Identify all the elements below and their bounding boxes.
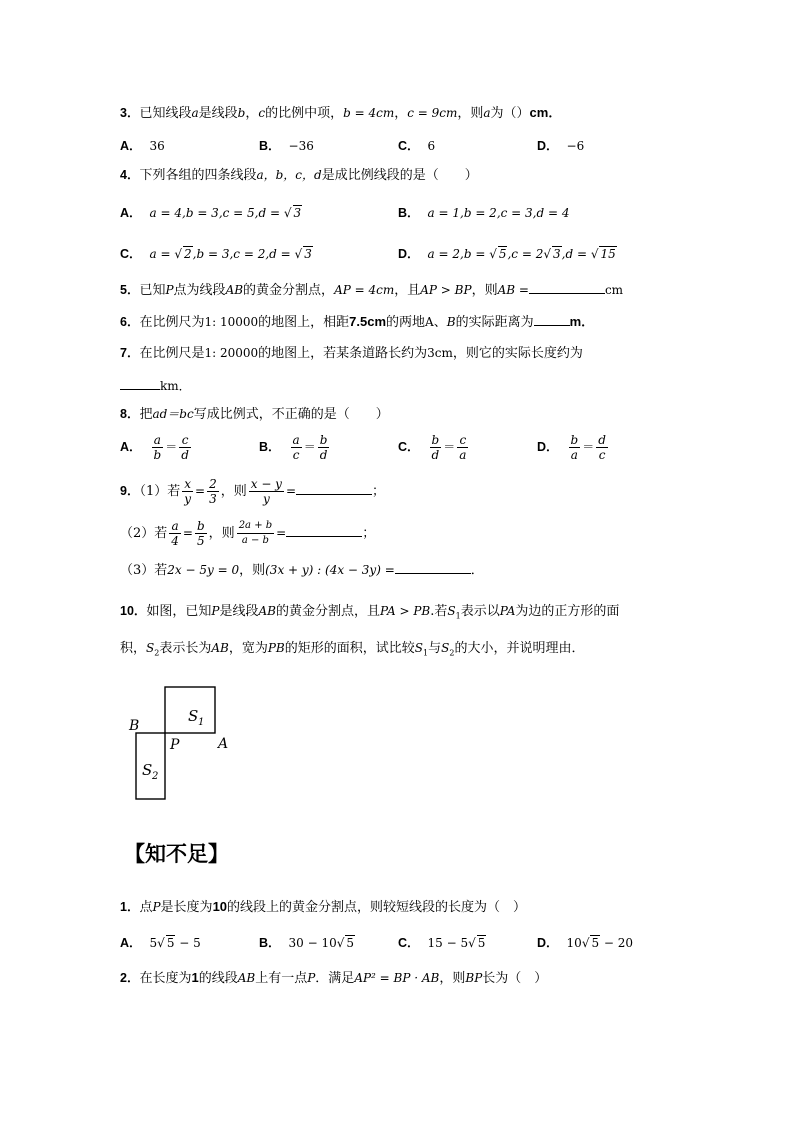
q4-option-a[interactable]: A． a = 4,b = 3,c = 5,d = √ 3 (120, 206, 302, 220)
z1-option-a[interactable]: A． 5√ 5 − 5 (120, 936, 201, 950)
question-5: 5．已知P点为线段AB的黄金分割点，AP = 4cm，且AP > BP，则AB = cm (120, 280, 623, 300)
question-number: 3． (120, 106, 140, 120)
q8-option-b[interactable]: B． $\frac{a}{c}$ ＝ $\frac{b}{d}$ (259, 433, 328, 462)
question-9-part-2: （2）若 $\frac{a}{4}$ = $\frac{b}{5}$ ，则 $\frac{2a + b}{a - b}$ = ； (120, 519, 376, 548)
z1-option-d[interactable]: D． 10√ 5 − 20 (537, 936, 634, 950)
question-6: 6．在比例尺为1: 10000的地图上，相距7.5cm的两地A、B的实际距离为 m． (120, 314, 595, 330)
answer-blank[interactable] (395, 560, 471, 574)
label-S1-sub: 1 (198, 717, 205, 728)
label-S2-sub: 2 (152, 771, 159, 782)
q4-option-b[interactable]: B． a = 1,b = 2,c = 3,d = 4 (398, 206, 570, 220)
answer-blank[interactable] (529, 280, 605, 294)
question-4: 4．下列各组的四条线段a，b，c，d是成比例线段的是（ ） (120, 168, 478, 183)
section-question-2: 2．在长度为1的线段AB上有一点P．满足AP² = BP · AB，则BP长为（ ） (120, 970, 548, 986)
question-7: 7．在比例尺是1: 20000的地图上，若某条道路长约为3cm，则它的实际长度约为 (120, 346, 583, 361)
answer-blank[interactable] (296, 481, 372, 495)
answer-blank[interactable] (286, 523, 362, 537)
label-S2: S (142, 761, 153, 779)
question-10-line-1: 10．如图，已知P是线段AB的黄金分割点，且PA > PB.若$S_1$表示以PA为边的正方形的面 (120, 604, 620, 621)
section-heading: 【知不足】 (124, 842, 229, 866)
question-10-line-2: 积，$S_2$表示长为AB，宽为PB的矩形的面积，试比较$S_1$与$S_2$的大小，并说明理由． (120, 641, 585, 658)
question-9-part-1: 9．（1）若 $\frac{x}{y}$ = $\frac{2}{3}$ ，则 $\frac{x - y}{y}$ = ； (120, 477, 386, 506)
z1-option-b[interactable]: B． 30 − 10√ 5 (259, 936, 355, 950)
z1-option-c[interactable]: C． 15 − 5√ 5 (398, 936, 486, 950)
answer-blank[interactable] (120, 376, 160, 390)
question-8: 8．把ad＝bc写成比例式，不正确的是（ ） (120, 407, 389, 422)
answer-blank[interactable] (534, 312, 570, 326)
label-P: P (170, 737, 180, 753)
question-3: 3．已知线段a是线段b，c的比例中项，b = 4cm，c = 9cm，则a为（）cm． (120, 105, 562, 121)
q3-option-d[interactable]: D． −6 (537, 139, 585, 153)
question-9-part-3: （3）若2x − 5y = 0，则(3x + y) : (4x − 3y) = ． (120, 560, 484, 580)
q4-option-d[interactable]: D． a = 2,b = √ 5,c = 2√ 3,d = √ 15 (398, 247, 616, 261)
section-question-1: 1．点P是长度为10的线段上的黄金分割点，则较短线段的长度为（ ） (120, 899, 527, 915)
q3-option-a[interactable]: A． 36 (120, 139, 165, 153)
q8-option-a[interactable]: A． $\frac{a}{b}$ ＝ $\frac{c}{d}$ (120, 433, 189, 462)
q3-option-b[interactable]: B． −36 (259, 139, 314, 153)
question-7-answer-line: km． (120, 376, 191, 396)
q3-option-c[interactable]: C． 6 (398, 139, 436, 153)
label-B: B (129, 718, 140, 734)
q4-option-c[interactable]: C． a = √ 2,b = 3,c = 2,d = √ 3 (120, 247, 312, 261)
q8-option-d[interactable]: D． $\frac{b}{a}$ ＝ $\frac{d}{c}$ (537, 433, 606, 462)
label-A: A (218, 736, 229, 752)
label-S1: S (188, 707, 199, 725)
q8-option-c[interactable]: C． $\frac{b}{d}$ ＝ $\frac{c}{a}$ (398, 433, 467, 462)
golden-section-figure (120, 680, 250, 805)
